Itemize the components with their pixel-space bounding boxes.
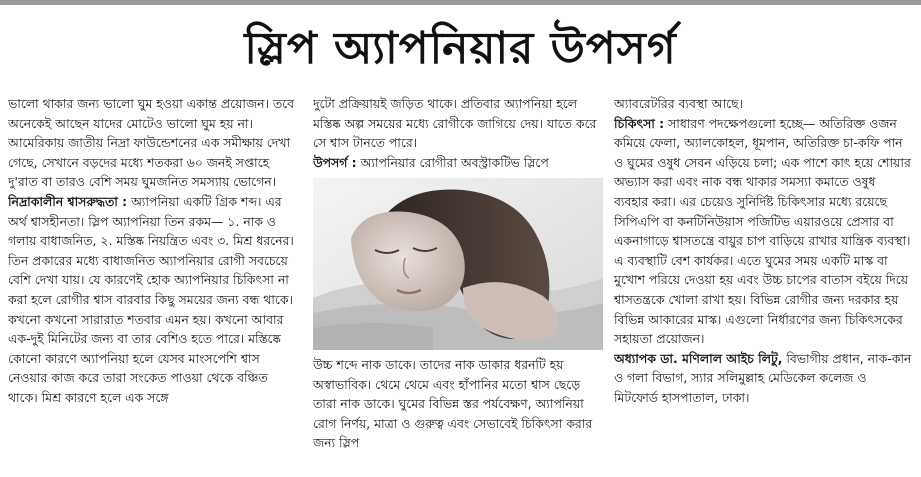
col1-intro-text: ভালো থাকার জন্য ভালো ঘুম হওয়া একান্ত প্রয়োজন। তবে অনেকেই আছেন যাদের মোটেও ভালো ঘুম হয় না। আমেরিকায় জাতীয় নিদ্রা ফাউন্ডেশনের এক সমীক্ষায় দেখা গেছে, সেখানে বড়দের মধ্যে শতকরা ৬০ জনই সপ্তাহে দু'রাত বা তারও বেশি সময় ঘুমজনিত সমস্যায় ভোগেন। (8, 96, 295, 190)
col1-section (8, 192, 298, 408)
col3-author-info: বিভাগীয় প্রধান, নাক-কান ও গলা বিভাগ, স্যার সলিমুল্লাহ মেডিকেল কলেজ ও মিটফোর্ড হাসপাতাল, ঢাকা। (614, 350, 912, 405)
col2-top-text: দুটো প্রক্রিয়ায়ই জড়িত থাকে। প্রতিবার অ্যাপনিয়া হলে মস্তিষ্ক অল্প সময়ের মধ্যে রোগীকে জাগিয়ে দেয়। যাতে করে সে শ্বাস টানতে পারে। (313, 96, 597, 151)
col3-lead: অ্যাবরেটরির ব্যবস্থা আছে। (614, 96, 743, 111)
sleeping-woman-photo (313, 178, 603, 350)
col1-intro (8, 94, 298, 192)
col2-top (313, 94, 603, 174)
col2-symptom (313, 153, 603, 173)
column-1 (8, 94, 298, 474)
top-rule (0, 0, 921, 5)
col3-treatment-body: সাধারণ পদক্ষেপগুলো হচ্ছে— অতিরিক্ত ওজন কমিয়ে ফেলা, অ্যালকোহল, ধূমপান, অতিরিক্ত চা-কফি পান ও ঘুমের ওষুধ সেবন এড়িয়ে চলা; এক পাশে কাৎ হয়ে শোয়ার অভ্যাস করা এবং নাক বন্ধ থাকার সমস্যা কমাতে ওষুধ ব্যবহার করা। এর চেয়েও সুনির্দিষ্ট চিকিৎসার মধ্যে রয়েছে সিপিএপি বা কনটিনিউয়াস পজিটিভ এয়ারওয়ে প্রেসার বা একনাগাড়ে শ্বাসতন্ত্রে বায়ুর চাপ বাড়িয়ে রাখার যান্ত্রিক ব্যবস্থা। এ ব্যবস্থাটি বেশ কার্যকর। এতে ঘুমের সময় একটি মাস্ক বা মুখোশ পরিয়ে দেওয়া হয় এবং উচ্চ চাপের বাতাস বইয়ে দিয়ে শ্বাসতন্ত্রকে খোলা রাখা হয়। বিভিন্ন রোগীর জন্য দরকার হয় বিভিন্ন আকারের মাস্ক। এগুলো নির্ধারণের জন্য চিকিৎসকের সহায়তা প্রয়োজন। (614, 115, 911, 347)
col3-treatment (614, 114, 912, 349)
col1-section-body: অ্যাপনিয়া একটি গ্রিক শব্দ। এর অর্থ শ্বাসহীনতা। স্লিপ অ্যাপনিয়া তিন রকম— ১. নাক ও গলায় বাধাজনিত, ২. মস্তিষ্ক নিয়ন্ত্রিত এবং ৩. মিশ্র ধরনের। তিন প্রকারের মধ্যে বাধাজনিত অ্যাপনিয়ার রোগী সবচেয়ে বেশি দেখা যায়। যে কারণেই হোক অ্যাপনিয়ার চিকিৎসা না করা হলে রোগীর শ্বাস বারবার কিছু সময়ের জন্য বন্ধ থাকে। কখনো কখনো সারারাত শতবার এমন হয়। কখনো আবার এক-দুই মিনিটের জন্য বা তার বেশিও হতে পারে। মস্তিষ্কে কোনো কারণে অ্যাপনিয়া হলে যেসব মাংসপেশি শ্বাস নেওয়ার কাজ করে তারা সংকেত পাওয়া থেকে বঞ্চিত থাকে। মিশ্র কারণে হলে এক সঙ্গে (8, 193, 294, 405)
col3-author-name: অধ্যাপক ডা. মণিলাল আইচ লিটু, (614, 350, 783, 366)
col2-symptom-heading: উপসর্গ : (313, 154, 357, 170)
column-3 (614, 94, 912, 474)
col2-symptom-body: অ্যাপনিয়ার রোগীরা অবস্ট্রাকটিভ স্লিপে (356, 154, 549, 170)
article-headline: স্লিপ অ্যাপনিয়ার উপসর্গ (244, 23, 677, 74)
col2-bottom (313, 355, 603, 473)
col2-bottom-text: উচ্চ শব্দে নাক ডাকে। তাদের নাক ডাকার ধরনটি হয় অস্বাভাবিক। থেমে থেমে এবং হাঁপানির মতো শ্বাস ছেড়ে তারা নাক ডাকে। ঘুমের বিভিন্ন স্তর পর্যবেক্ষণ, অ্যাপনিয়া রোগ নির্ণয়, মাত্রা ও গুরুত্ব এবং সেভাবেই চিকিৎসা করার জন্য স্লিপ (313, 357, 593, 451)
col3-author (614, 349, 912, 408)
col1-section-heading: নিদ্রাকালীন শ্বাসরুদ্ধতা : (8, 193, 128, 209)
sleeping-woman-illustration (313, 178, 603, 350)
col3-treatment-heading: চিকিৎসা : (614, 115, 665, 131)
